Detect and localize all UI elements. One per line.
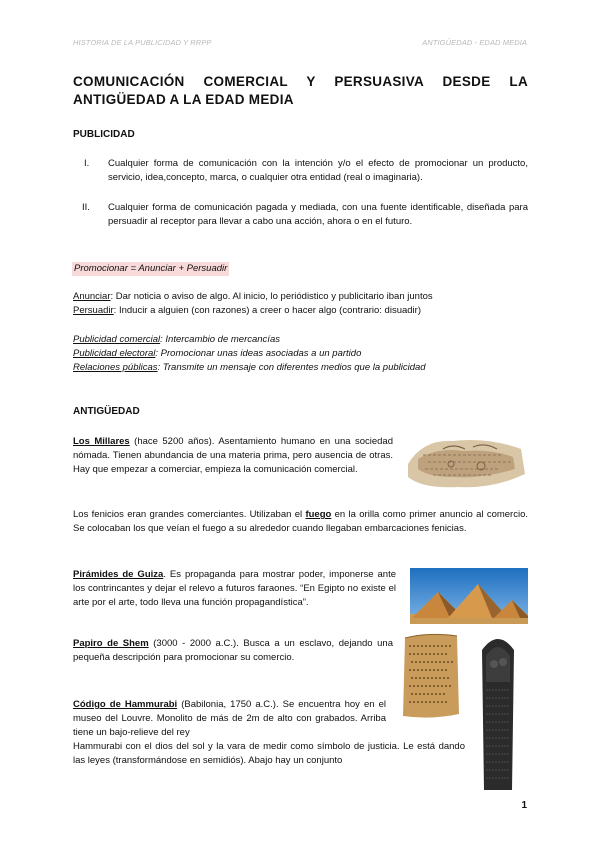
paragraph-papiro [73, 637, 393, 665]
paragraph-text: (3000 - 2000 a.C.). Busca a un esclavo, dejando una pequeña descripción para promocionar su comercio. [73, 638, 393, 663]
list-number-2: II. [82, 202, 90, 213]
section-heading-antiguedad: ANTIGÜEDAD [73, 406, 140, 417]
paragraph-text: . Es propaganda para mostrar poder, imponerse ante los contrincantes y dejar el relevo a futuros faraones. “En Egipto no existe el arte por el arte, todo lleva una función propagandística”. [73, 569, 396, 608]
paragraph-text: (hace 5200 años). Asentamiento humano en una sociedad nómada. Tienen abundancia de una materia prima, pero ausencia de otras. Hay que empezar a comerciar, empieza la comunicación comercial. [73, 436, 393, 475]
papyrus-image [399, 630, 463, 722]
term-fuego: fuego [305, 509, 332, 520]
los-millares-image [403, 429, 528, 496]
page-number: 1 [521, 800, 527, 811]
paragraph-text: (Babilonia, 1750 a.C.). Se encuentra hoy en el museo del Louvre. Monolito de más de 2m de alto con grabados. Arriba tiene un bajo-relieve del rey [73, 699, 386, 738]
type-text: : Intercambio de mercancías [160, 334, 280, 345]
paragraph-text: en la orilla como primer anuncio al comercio. Se colocaban los que veían el fuego a su alrededor cuando llegaban embarcaciones fenicias. [73, 509, 528, 534]
type-relaciones-publicas [73, 361, 533, 375]
term-los-millares: Los Millares [73, 436, 130, 447]
term-codigo-de-hammurabi: Código de Hammurabi [73, 699, 178, 710]
list-item-1: Cualquier forma de comunicación con la intención y/o el efecto de promocionar un producto, servicio, idea,concepto, marca, o cualquier otra entidad (real o imaginaria). [108, 158, 528, 183]
type-text: : Promocionar unas ideas asociadas a un partido [155, 348, 362, 359]
paragraph-text: Los fenicios eran grandes comerciantes. Utilizaban el [73, 509, 306, 520]
list-item-2: Cualquier forma de comunicación pagada y mediada, con una fuente identificable, diseñada para persuadir al receptor para llevar a cabo una acción, ahora o en el futuro. [108, 202, 528, 227]
hammurabi-code-stele-image [476, 630, 520, 790]
list-number-1: I. [84, 158, 90, 169]
type-term: Relaciones públicas [73, 362, 158, 373]
type-publicidad-comercial [73, 333, 533, 347]
paragraph-piramides [73, 568, 396, 610]
title-line-1: COMUNICACIÓN COMERCIAL Y PERSUASIVA DESDE LA [73, 74, 528, 89]
section-heading-publicidad: PUBLICIDAD [73, 129, 135, 140]
paragraph-hammurabi-part2: Hammurabi con el dios del sol y la vara de medir como símbolo de justicia. Le está dando las leyes (transformándose en semidiós). Abajo hay un conjunto [73, 741, 465, 766]
term-papiro-de-shem: Papiro de Shem [73, 638, 149, 649]
paragraph-fenicios [73, 508, 528, 536]
definition-persuadir [73, 304, 533, 318]
definition-text: : Dar noticia o aviso de algo. Al inicio, lo periódistico y publicitario iban juntos [110, 291, 433, 302]
pyramids-of-giza-image [410, 568, 528, 624]
type-publicidad-electoral [73, 347, 533, 361]
type-term: Publicidad electoral [73, 348, 156, 359]
title-line-2: ANTIGÜEDAD A LA EDAD MEDIA [73, 92, 294, 107]
definition-text: : Inducir a alguien (con razones) a creer o hacer algo (contrario: disuadir) [113, 305, 421, 316]
type-term: Publicidad comercial [73, 334, 161, 345]
term-anunciar: Anunciar [73, 291, 111, 302]
formula-highlight: Promocionar = Anunciar + Persuadir [74, 263, 228, 274]
definition-anunciar [73, 290, 533, 304]
paragraph-hammurabi-part1 [73, 698, 386, 740]
running-header-left: HISTORIA DE LA PUBLICIDAD Y RRPP [73, 38, 212, 47]
running-header-right: ANTIGÜEDAD - EDAD MEDIA [422, 38, 527, 47]
type-text: : Transmite un mensaje con diferentes medios que la publicidad [157, 362, 426, 373]
term-persuadir: Persuadir [73, 305, 114, 316]
paragraph-los-millares [73, 435, 393, 477]
term-piramides: Pirámides de Guiza [73, 569, 164, 580]
document-title [73, 73, 528, 109]
